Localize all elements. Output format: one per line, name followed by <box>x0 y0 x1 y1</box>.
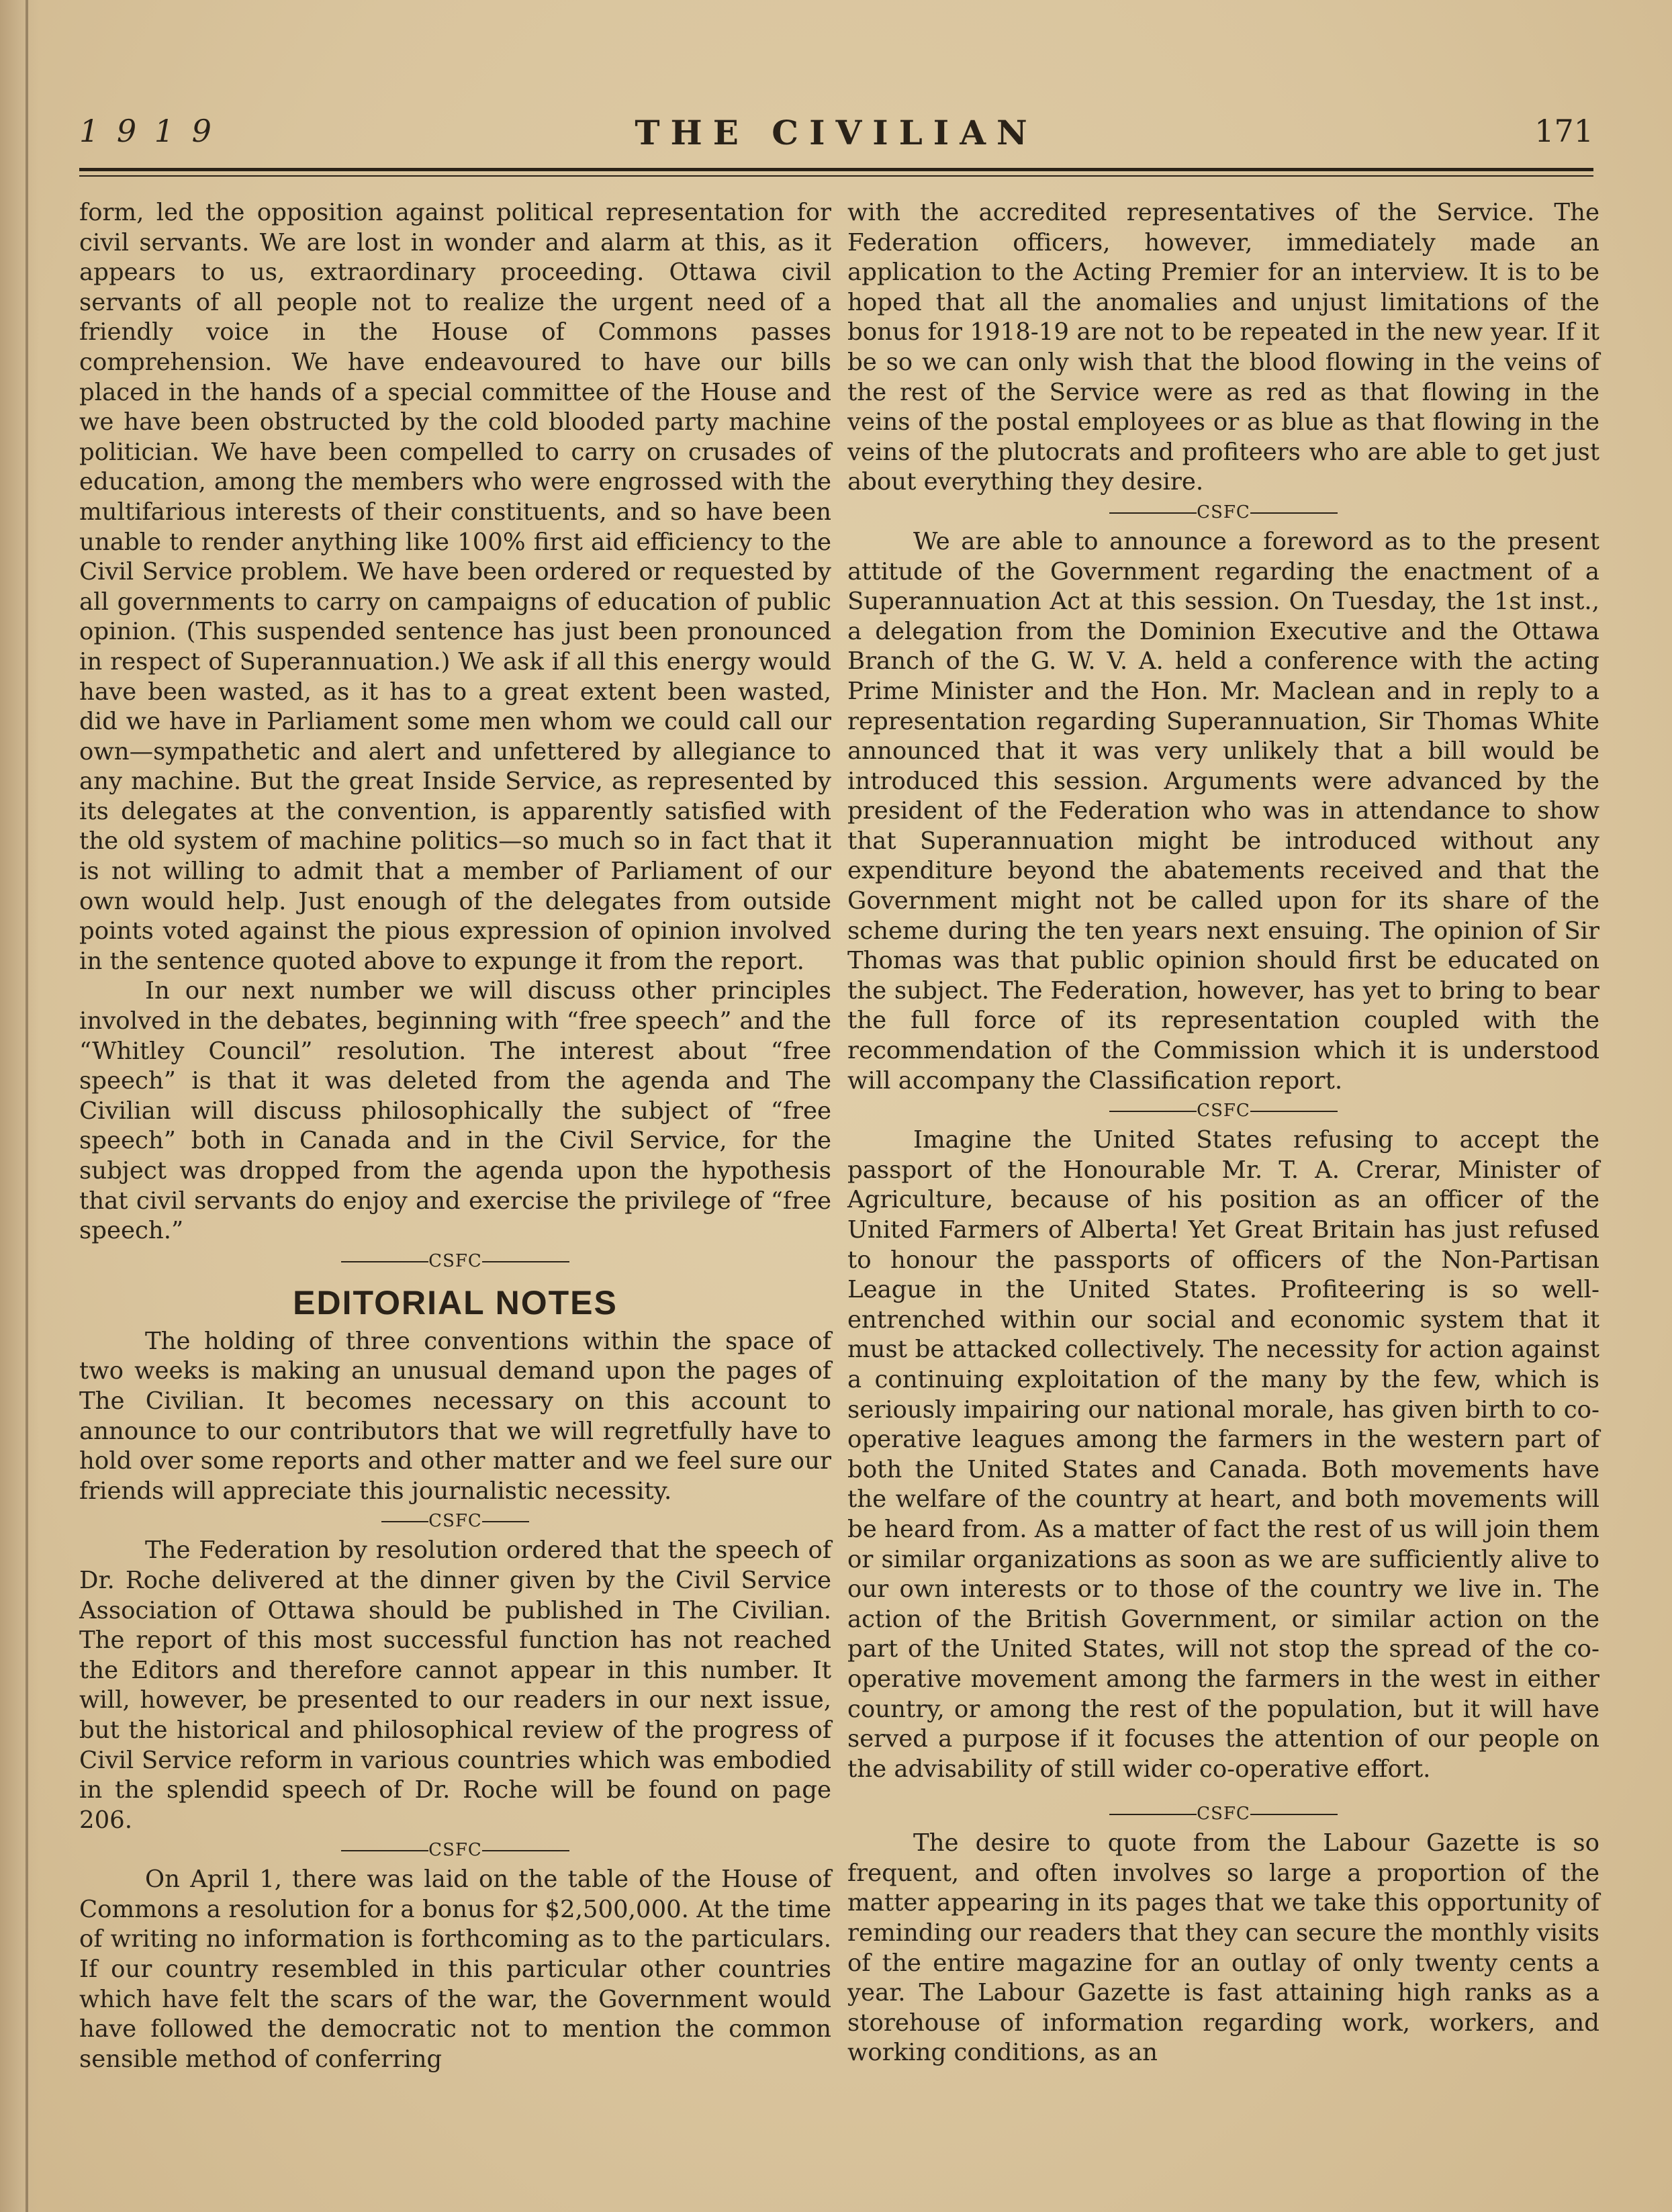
right-paragraph-1: with the accredited representatives of the Service. The Federation officers, however, immediately made an application to the Acting Premier for an interview. It is to be hoped that all the anomalies and unjust limitations of the bonus for 1918-19 are not to be repeated in the new year. If it be so we can only wish that the blood flowing in the veins of the rest of the Service were as red as that flowing in the veins of the postal employees or as blue as that flowing in the veins of the plutocrats and profiteers who are able to get just about everything they desire. <box>847 199 1599 496</box>
section-separator: CSFC <box>79 1246 831 1276</box>
header-publication-title: THE CIVILIAN <box>635 113 1038 152</box>
header-page-number: 171 <box>1534 113 1593 149</box>
left-paragraph-5: On April 1, there was laid on the table of the House of Commons a resolution for a bonus for $2,500,000. At the time of writing no information is forthcoming as to the particulars. If our country resembled in this particular other countries which have felt the scars of the war, the Government would have followed the democratic not to mention the common sensible method of conferring <box>79 1865 831 2073</box>
right-paragraph-3: Imagine the United States refusing to accept the passport of the Honourable Mr. T. A. Crerar, Minister of Agriculture, because of his position as an officer of the United Farmers of Alberta! Yet Great Britain has just refused to honour the passports of officers of the Non-Partisan League in the United States. Profiteering is so well-entrenched within our social and economic system that it must be attacked collectively. The necessity for action against a continuing exploitation of the many by the few, which is seriously impairing our national morale, has given birth to co-operative leagues among the farmers in the western part of both the United States and Canada. Both movements have the welfare of the country at heart, and both movements will be heard from. As a matter of fact the rest of us will join them or similar organizations as soon as we are sufficiently alive to our own interests or to those of the country we live in. The action of the British Government, or similar action on the part of the United States, will not stop the spread of the co-operative movement among the farmers in the west in either country, or among the rest of the population, but it will have served a purpose if it focuses the attention of our people on the advisability of still wider co-operative effort. <box>847 1126 1599 1783</box>
right-paragraph-2: We are able to announce a foreword as to the present attitude of the Government regarding the enactment of a Superannuation Act at this session. On Tuesday, the 1st inst., a delegation from the Dominion Executive and the Ottawa Branch of the G. W. V. A. held a conference with the acting Prime Minister and the Hon. Mr. Maclean and in reply to a representation regarding Superannuation, Sir Thomas White announced that it was very unlikely that a bill would be introduced this session. Arguments were advanced by the president of the Federation who was in attendance to show that Superannuation might be introduced without any expenditure beyond the abatements received and that the Government might not be called upon for its share of the scheme during the ten years next ensuing. The opinion of Sir Thomas was that public opinion should first be educated on the subject. The Federation, however, has yet to bring to bear the full force of its representation coupled with the recommendation of the Commission which it is understood will accompany the Classification report. <box>847 527 1599 1095</box>
section-separator: CSFC <box>847 1096 1599 1125</box>
section-separator: CSFC <box>79 1835 831 1865</box>
header-year: 1 9 1 9 <box>79 113 216 149</box>
section-separator: CSFC <box>847 1799 1599 1829</box>
right-column <box>847 198 1599 2068</box>
right-paragraph-4: The desire to quote from the Labour Gazette is so frequent, and often involves so large a proportion of the matter appearing in its pages that we take this opportunity of reminding our readers that they can secure the monthly visits of the entire magazine for an outlay of only twenty cents a year. The Labour Gazette is fast attaining high ranks as a storehouse of information regarding work, workers, and working conditions, as an <box>847 1829 1599 2067</box>
header-rule-thin <box>79 175 1593 177</box>
running-header <box>79 113 1593 160</box>
left-paragraph-2: In our next number we will discuss other principles involved in the debates, beginning with “free speech” and the “Whitley Council” resolution. The interest about “free speech” is that it was deleted from the agenda and The Civilian will discuss philosophically the subject of “free speech” both in Canada and in the Civil Service, for the subject was dropped from the agenda upon the hypothesis that civil servants do enjoy and exercise the privilege of “free speech.” <box>79 977 831 1245</box>
left-paragraph-3: The holding of three conventions within the space of two weeks is making an unusual demand upon the pages of The Civilian. It becomes necessary on this account to announce to our contributors that we will regretfully have to hold over some reports and other matter and we feel sure our friends will appreciate this journalistic necessity. <box>79 1327 831 1505</box>
left-column <box>79 198 831 2074</box>
editorial-notes-heading: EDITORIAL NOTES <box>293 1283 618 1322</box>
header-rule-thick <box>79 168 1593 171</box>
section-separator: CSFC <box>847 498 1599 527</box>
section-separator: CSFC <box>79 1506 831 1536</box>
left-paragraph-1: form, led the opposition against political representation for civil servants. We are lost in wonder and alarm at this, as it appears to us, extraordinary proceeding. Ottawa civil servants of all people not to realize the urgent need of a friendly voice in the House of Commons passes comprehension. We have endeavoured to have our bills placed in the hands of a special committee of the House and we have been obstructed by the cold blooded party machine politician. We have been compelled to carry on crusades of education, among the members who were engrossed with the multifarious interests of their constituents, and so have been unable to render anything like 100% first aid efficiency to the Civil Service problem. We have been ordered or requested by all governments to carry on campaigns of education of public opinion. (This suspended sentence has just been pronounced in respect of Superannuation.) We ask if all this energy would have been wasted, as it has to a great extent been wasted, did we have in Parliament some men whom we could call our own—sympathetic and alert and unfettered by allegiance to any machine. But the great Inside Service, as represented by its delegates at the convention, is apparently satisfied with the old system of machine politics—so much so in fact that it is not willing to admit that a member of Parliament of our own would help. Just enough of the delegates from outside points voted against the pious expression of opinion involved in the sentence quoted above to expunge it from the report. <box>79 199 831 975</box>
left-paragraph-4: The Federation by resolution ordered that the speech of Dr. Roche delivered at the dinner given by the Civil Service Association of Ottawa should be published in The Civilian. The report of this most successful function has not reached the Editors and therefore cannot appear in this number. It will, however, be presented to our readers in our next issue, but the historical and philosophical review of the progress of Civil Service reform in various countries which was embodied in the splendid speech of Dr. Roche will be found on page 206. <box>79 1536 831 1834</box>
page-binding-shadow <box>0 0 39 2212</box>
binding-edge-line <box>26 0 28 2212</box>
